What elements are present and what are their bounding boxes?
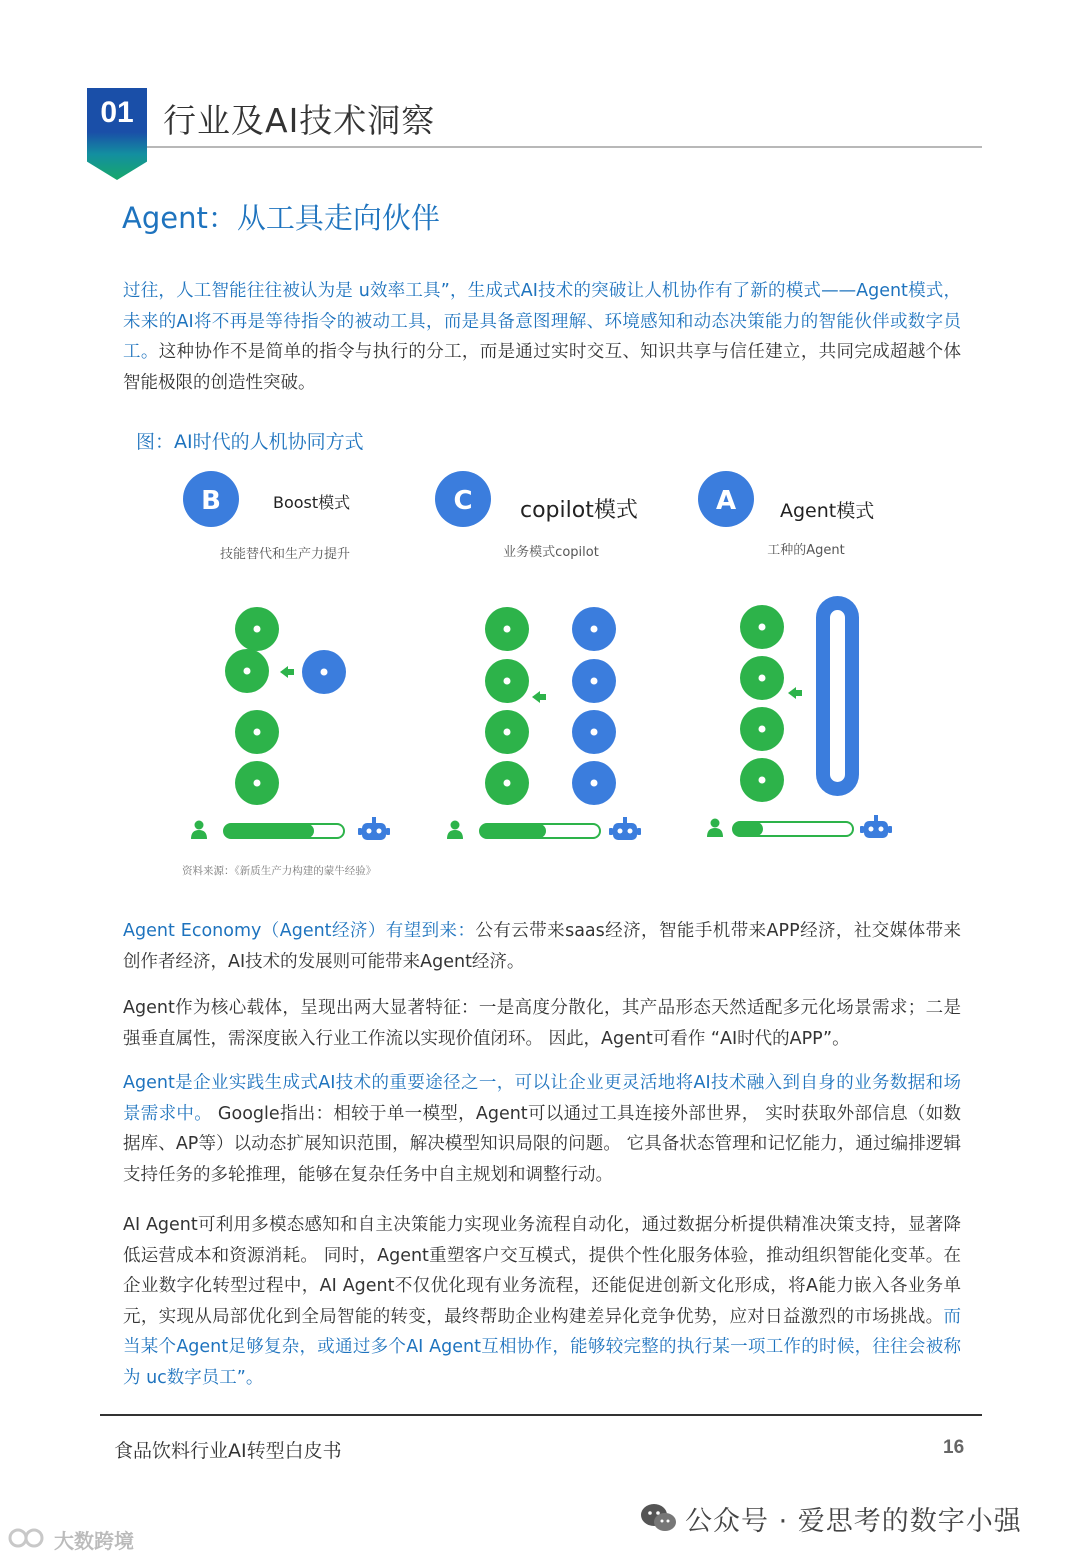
agent-enterprise-highlight: Agent是企业实践生成式AI技术的重要途径之一，可以让企业更灵活地将AI技术融入到自身的业务数据和场景需求中。: [123, 1073, 961, 1124]
robot-icon: [358, 817, 390, 840]
boost-letter: B: [201, 486, 221, 516]
arrow-icon: [280, 666, 288, 678]
footer-divider: [100, 1414, 982, 1416]
copilot-letter: C: [453, 486, 473, 516]
ai-agent-text: AI Agent可利用多模态感知和自主决策能力实现业务流程自动化，通过数据分析提供精准决策支持，显著降低运营成本和资源消耗。 同时，Agent重塑客户交互模式，提供个性化服务体验，推动组织智能化变革。在企业数字化转型过程中，AI Agent不仅优化现有业务流程，还能促进创新文化形成，将A能力嵌入各业务单元，实现从局部优化到全局智能的转变，最终帮助企业构建差异化竞争优势，应对日益激烈的市场挑战。: [123, 1215, 961, 1327]
progress-fill: [480, 824, 546, 838]
progress-fill: [224, 824, 314, 838]
intro-paragraph: [123, 276, 961, 398]
mode-boost-header: [183, 471, 350, 562]
intro-text: 这种协作不是简单的指令与执行的分工，而是通过实时交互、知识共享与信任建立，共同完成超越个体智能极限的创造性突破。: [123, 342, 962, 393]
header-divider: [147, 146, 982, 148]
agent-letter: A: [715, 486, 737, 516]
wechat-watermark: 公众号 · 爱思考的数字小强: [685, 1506, 1022, 1537]
human-icon: [447, 821, 463, 840]
agent-economy-highlight: Agent Economy（Agent经济）有望到来：: [123, 921, 476, 941]
boost-diagram: [225, 607, 346, 805]
robot-icon: [609, 817, 641, 840]
agent-mode-name: Agent模式: [780, 500, 875, 522]
figure-caption: 图：AI时代的人机协同方式: [136, 431, 364, 453]
mode-copilot-header: [435, 471, 638, 560]
human-icon: [191, 821, 207, 840]
section-title: 行业及AI技术洞察: [163, 101, 436, 140]
wechat-icon: [640, 1502, 678, 1534]
page-subtitle: Agent：从工具走向伙伴: [122, 201, 440, 235]
arrow-icon: [788, 687, 796, 699]
paragraph-agent-economy: [123, 916, 961, 977]
arrow-icon: [532, 691, 540, 703]
copilot-mode-desc: 业务模式copilot: [503, 545, 599, 560]
footer-title: 食品饮料行业AI转型白皮书: [114, 1440, 342, 1462]
mode-agent-header: [698, 471, 874, 558]
progress-fill: [733, 822, 763, 836]
figure-source: 资料来源：《新质生产力构建的蒙牛经验》: [182, 865, 377, 877]
ai-agent-highlight: 而当某个Agent足够复杂，或通过多个AI Agent互相协作，能够较完整的执行某一项工作的时候，往往会被称为 uc数字员工”。: [123, 1306, 961, 1388]
corner-logo-icon: [8, 1526, 52, 1550]
boost-progress: [191, 817, 390, 840]
agent-features-text: Agent作为核心载体，呈现出两大显著特征：一是高度分散化，其产品形态天然适配多元化场景需求；二是强垂直属性，需深度嵌入行业工作流以实现价值闭环。 因此，Agent可看作 “AI时代的APP”。: [123, 998, 961, 1049]
agent-mode-desc: 工种的Agent: [767, 543, 845, 558]
page-number: 16: [943, 1437, 965, 1458]
human-icon: [707, 819, 723, 838]
intro-highlight: 过往，人工智能往往被认为是 u效率工具”，生成式AI技术的突破让人机协作有了新的模式——Agent模式，未来的AI将不再是等待指令的被动工具，而是具备意图理解、环境感知和动态决策能力的智能伙伴或数字员工。: [123, 281, 961, 362]
copilot-progress: [447, 817, 641, 840]
robot-icon: [860, 815, 892, 838]
agent-progress: [707, 815, 892, 838]
paragraph-agent-features: [123, 993, 961, 1054]
agent-enterprise-text: Google指出：相较于单一模型，Agent可以通过工具连接外部世界， 实时获取外部信息（如数据库、AP等）以动态扩展知识范围，解决模型知识局限的问题。 它具备状态管理和记忆能力，通过编排逻辑支持任务的多轮推理，能够在复杂任务中自主规划和调整行动。: [123, 1103, 962, 1185]
collaboration-diagram: [150, 462, 910, 857]
boost-mode-desc: 技能替代和生产力提升: [219, 547, 351, 562]
boost-mode-name: Boost模式: [273, 493, 351, 512]
section-number: 01: [100, 96, 134, 129]
agent-diagram: [740, 596, 859, 802]
copilot-mode-name: copilot模式: [520, 498, 638, 523]
paragraph-ai-agent: [123, 1210, 961, 1393]
paragraph-agent-enterprise: [123, 1068, 961, 1190]
agent-economy-text: 公有云带来saas经济，智能手机带来APP经济，社交媒体带来创作者经济，AI技术的发展则可能带来Agent经济。: [123, 921, 962, 972]
copilot-diagram: [485, 607, 616, 805]
corner-watermark: 大数跨境: [54, 1529, 134, 1553]
